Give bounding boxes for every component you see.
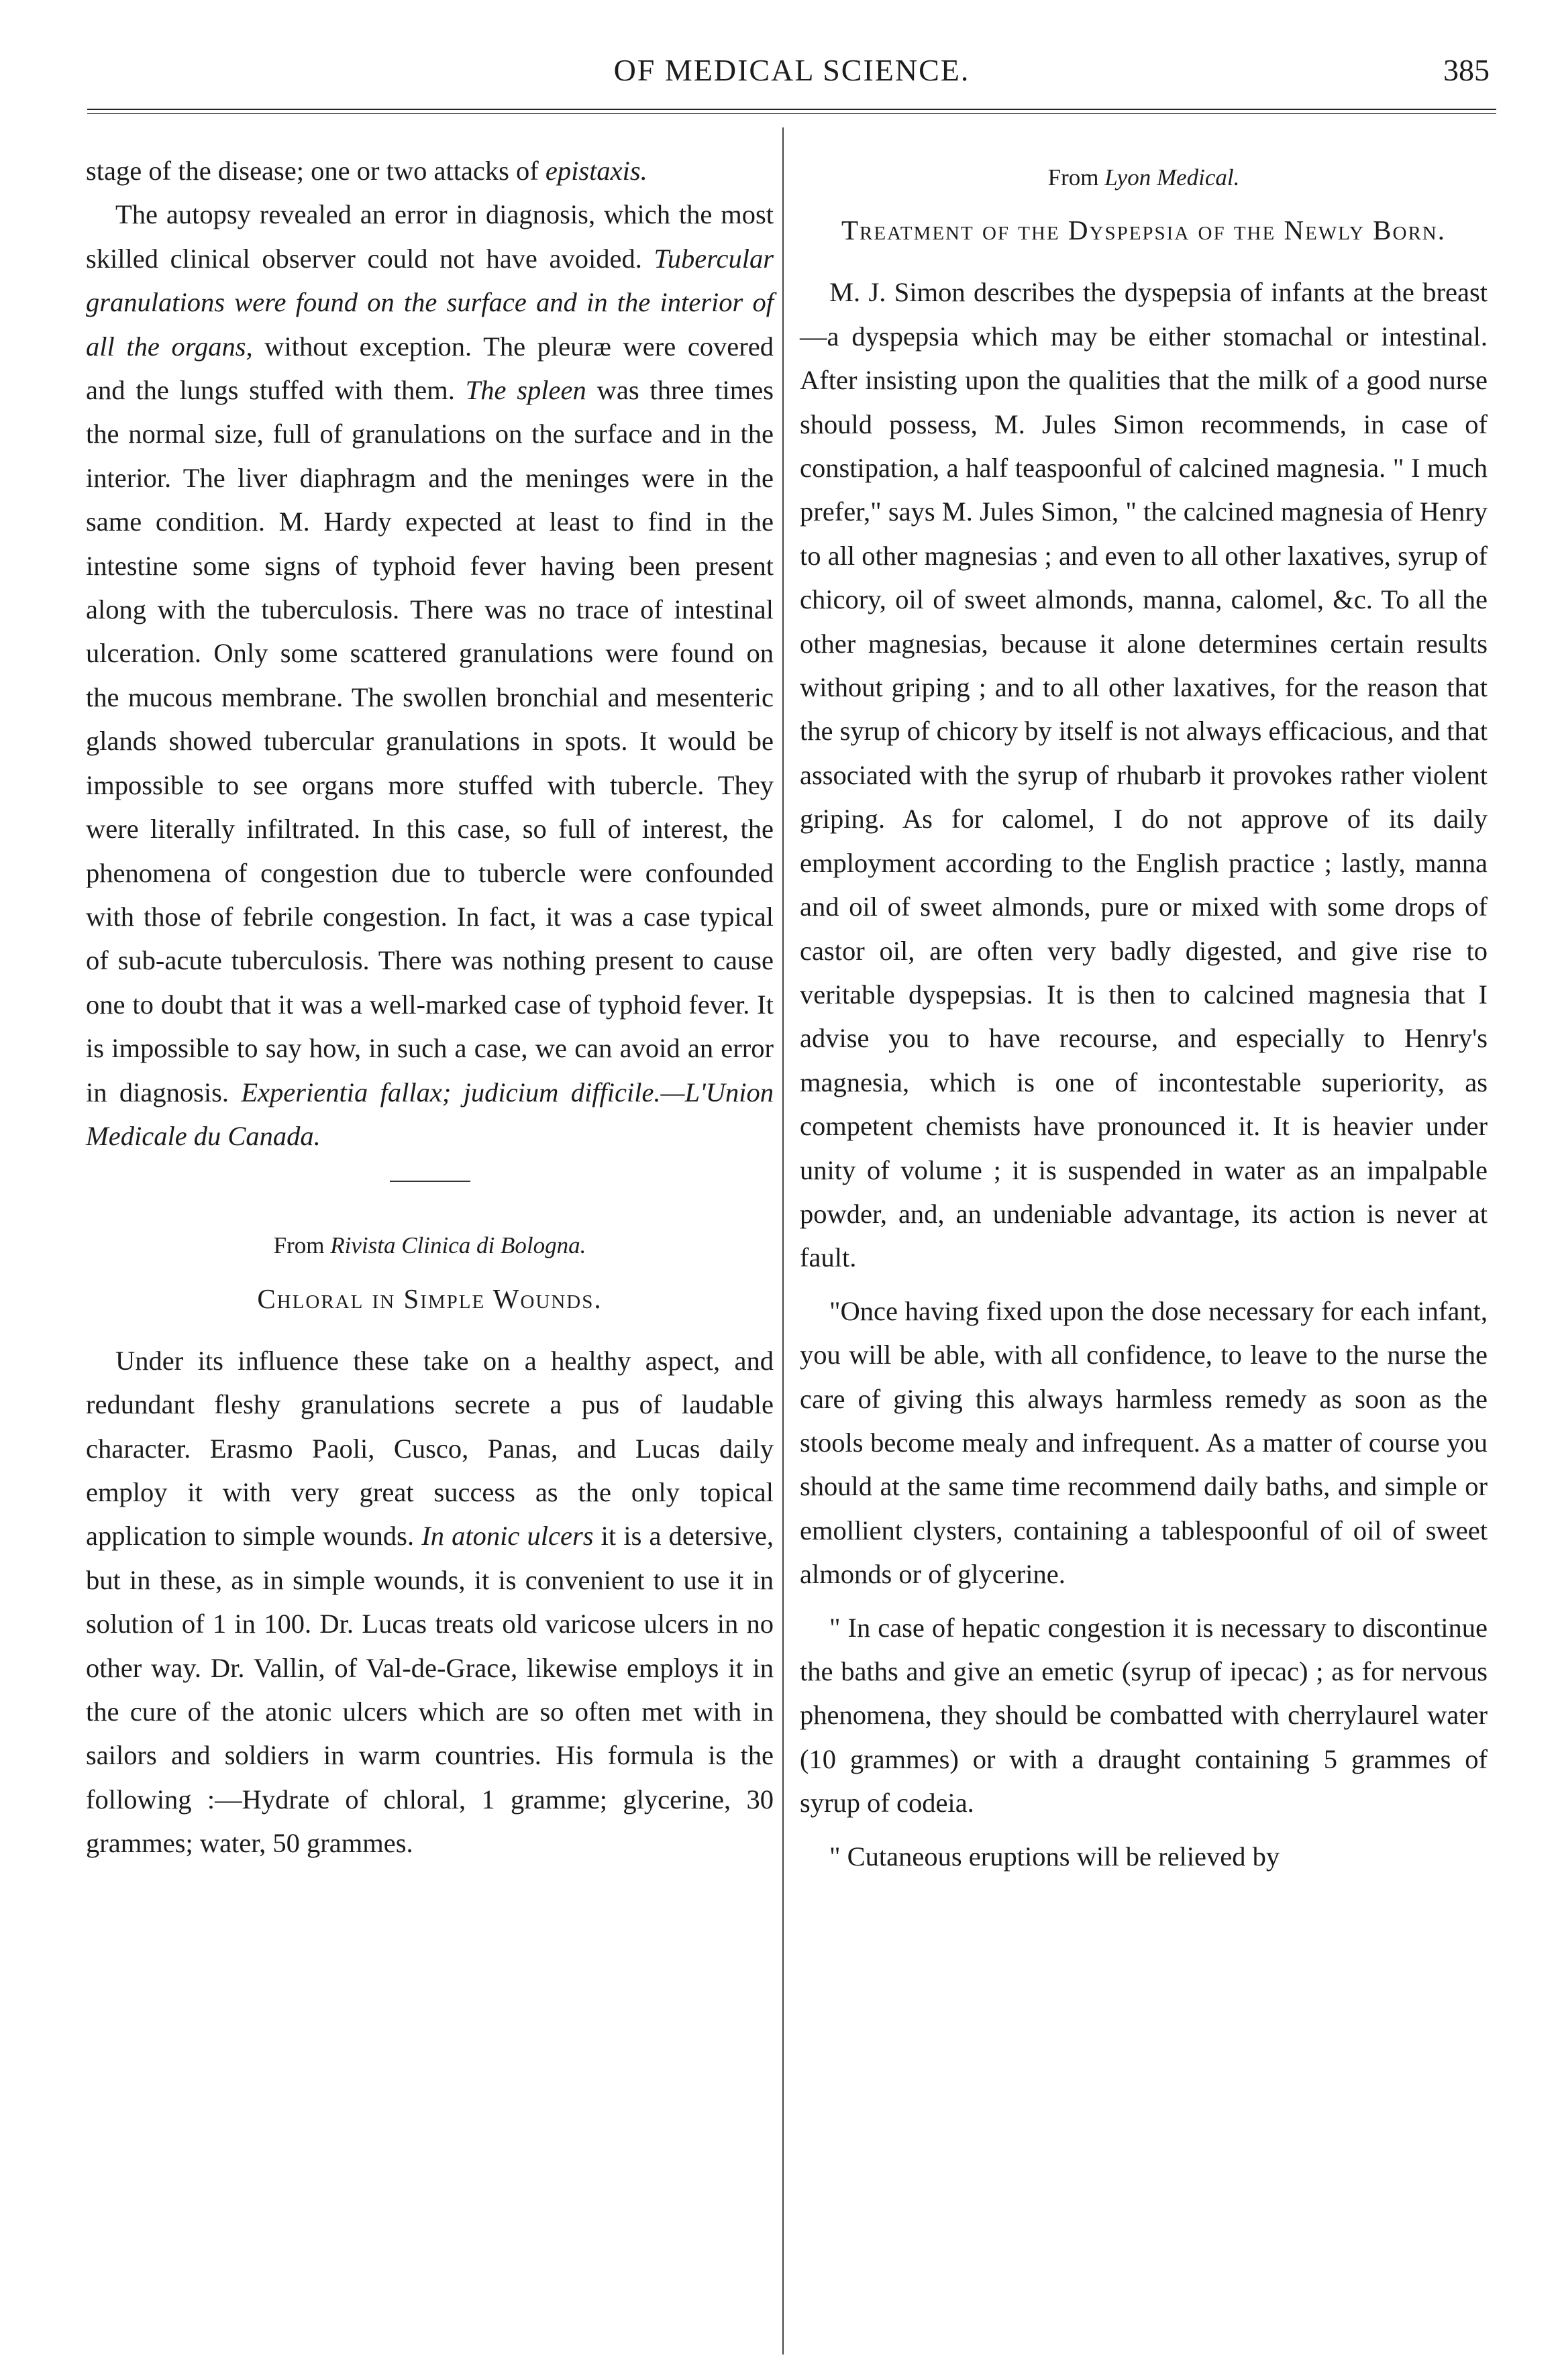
running-title: OF MEDICAL SCIENCE. <box>613 53 970 87</box>
paragraph-autopsy: The autopsy revealed an error in diagnosis, which the most skilled clinical observer could not have avoided. Tubercular granulations were found on the surface and in the interior of all the organs, without exception. The pleuræ were covered and the lungs stuffed with them. The spleen was three times the normal size, full of granulations on the surface and in the interior. The liver diaphragm and the meninges were in the same condition. M. Hardy expected at least to find in the intestine some signs of typhoid fever having been present along with the tuberculosis. There was no trace of intestinal ulceration. Only some scattered granulations were found on the mucous membrane. The swollen bronchial and mesenteric glands showed tubercular granulations in spots. It would be impossible to see organs more stuffed with tubercle. They were literally infiltrated. In this case, so full of interest, the phenomena of congestion due to tubercle were confounded with those of febrile congestion. In fact, it was a case typical of sub-acute tuberculosis. There was nothing present to cause one to doubt that it was a well-marked case of typhoid fever. It is impossible to say how, in such a case, we can avoid an error in diagnosis. Experientia fallax; judicium difficile.—L'Union Medicale du Canada. <box>86 199 774 1151</box>
section-separator <box>390 1181 470 1182</box>
column-divider <box>782 127 784 2355</box>
page-number: 385 <box>1443 53 1490 87</box>
paragraph-simon: M. J. Simon describes the dyspepsia of infants at the breast—a dyspepsia which may be either stomachal or intestinal. After insisting upon the qualities that the milk of a good nurse should possess, M. Jules Simon recommends, in case of constipation, a half teaspoonful of calcined magnesia. " I much prefer," says M. Jules Simon, " the calcined magnesia of Henry to all other magnesias ; and even to all other laxatives, syrup of chicory, oil of sweet almonds, manna, calomel, &c. To all the other magnesias, because it alone determines certain results without griping ; and to all other laxatives, for the reason that the syrup of chicory by itself is not always efficacious, and that associated with the syrup of rhubarb it provokes rather violent griping. As for calomel, I do not approve of its daily employment according to the English practice ; lastly, manna and oil of sweet almonds, pure or mixed with some drops of castor oil, are often very badly digested, and give rise to veritable dyspepsias. It is then to calcined magnesia that I advise you to have recourse, and especially to Henry's magnesia, which is one of incontestable superiority, as competent chemists have pronounced it. It is heavier under unity of volume ; it is suspended in water as an impalpable powder, and, an undeniable advantage, its action is never at fault. <box>800 277 1488 1273</box>
paragraph-dose: "Once having fixed upon the dose necessary for each infant, you will be able, with all confidence, to leave to the nurse the care of giving this always harmless remedy as soon as the stools become mealy and infrequent. As a matter of course you should at the same time recommend daily baths, and simple or emollient clysters, containing a tablespoonful of oil of sweet almonds or of glycerine. <box>800 1295 1488 1590</box>
paragraph-chloral: Under its influence these take on a healthy aspect, and redundant fleshy granulations secrete a pus of laudable character. Erasmo Paoli, Cusco, Panas, and Lucas daily employ it with very great success as the only topical application to simple wounds. In atonic ulcers it is a detersive, but in these, as in simple wounds, it is convenient to use it in solution of 1 in 100. Dr. Lucas treats old varicose ulcers in no other way. Dr. Vallin, of Val-de-Grace, likewise employs it in the cure of the atonic ulcers which are so often met with in sailors and soldiers in warm countries. His formula is the following :—Hydrate of chloral, 1 gramme; glycerine, 30 grammes; water, 50 grammes. <box>86 1345 774 1859</box>
paragraph-cutaneous: " Cutaneous eruptions will be relieved by <box>829 1841 1280 1872</box>
header-rule <box>87 109 1496 114</box>
page-header <box>94 52 1490 93</box>
article-title-chloral: Chloral in Simple Wounds. <box>257 1283 603 1314</box>
paragraph-continued: stage of the disease; one or two attacks of epistaxis. <box>86 156 647 186</box>
paragraph-hepatic: " In case of hepatic congestion it is necessary to discontinue the baths and give an emetic (syrup of ipecac) ; as for nervous phenomena, they should be combatted with cherrylaurel water (10 grammes) or with a draught containing 5 grammes of syrup of codeia. <box>800 1612 1488 1819</box>
article-title-dyspepsia: Treatment of the Dyspepsia of the Newly Born. <box>841 215 1446 246</box>
right-column <box>800 149 1488 1878</box>
left-column <box>86 149 774 1865</box>
source-line: From Rivista Clinica di Bologna. <box>273 1232 586 1259</box>
source-line: From Lyon Medical. <box>1047 164 1240 191</box>
